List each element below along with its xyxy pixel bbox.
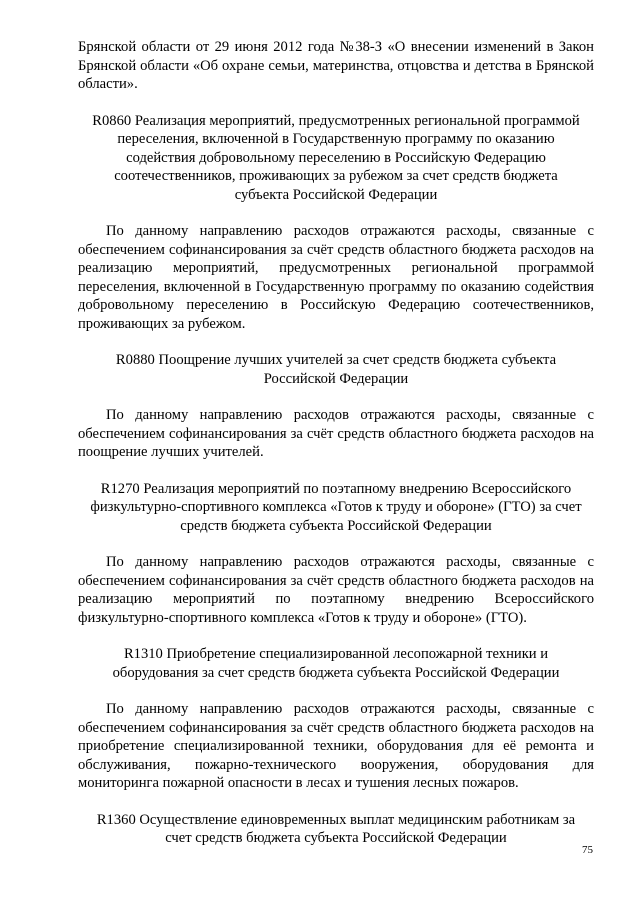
section-body-r0880: По данному направлению расходов отражаются расходы, связанные с обеспечением софинансирования за счёт средств областного бюджета расходов на поощрение лучших учителей. (78, 407, 594, 460)
section-heading-r1310: R1310 Приобретение специализированной лесопожарной техники и оборудования за счет средств бюджета субъекта Российской Федерации (112, 646, 560, 681)
spacer (78, 627, 594, 645)
section-heading-r1270: R1270 Реализация мероприятий по поэтапному внедрению Всероссийского физкультурно-спортивного комплекса «Готов к труду и обороне» (ГТО) за счет средств бюджета субъекта Российской Федерации (90, 480, 582, 534)
section-body-r1310: По данному направлению расходов отражаются расходы, связанные с обеспечением софинансирования за счёт средств областного бюджета расходов на приобретение специализированной техники, оборудования для её ремонта и обслуживания, пожарно-технического вооружения, оборудования для мониторинга пожарной опасности в лесах и тушения лесных пожаров. (78, 701, 594, 791)
spacer (78, 462, 594, 480)
intro-paragraph: Брянской области от 29 июня 2012 года №38-З «О внесении изменений в Закон Брянской области «Об охране семьи, материнства, отцовства и детства в Брянской области». (78, 39, 594, 92)
spacer (78, 204, 594, 222)
section-heading-r0860: R0860 Реализация мероприятий, предусмотренных региональной программой переселения, включенной в Государственную программу по оказанию содействия добровольному переселению в Российскую Федерацию соотечественников, проживающих за рубежом за счет средств бюджета субъекта Российской Федерации (92, 112, 580, 203)
spacer (78, 535, 594, 553)
document-page (78, 38, 594, 848)
spacer (78, 94, 594, 112)
section-heading-r0880: R0880 Поощрение лучших учителей за счет средств бюджета субъекта Российской Федерации (115, 352, 557, 387)
spacer (78, 388, 594, 406)
spacer (78, 682, 594, 700)
section-body-r0860: По данному направлению расходов отражаются расходы, связанные с обеспечением софинансирования за счёт средств областного бюджета расходов на реализацию мероприятий, предусмотренных региональной программой переселения, включенной в Государственную программу по оказанию содействия добровольному переселению в Российскую Федерацию соотечественников, проживающих за рубежом. (78, 223, 594, 332)
spacer (78, 793, 594, 811)
section-heading-r1360: R1360 Осуществление единовременных выплат медицинским работникам за счет средств бюджета субъекта Российской Федерации (96, 811, 576, 846)
page-number: 75 (582, 844, 593, 856)
spacer (78, 333, 594, 351)
section-body-r1270: По данному направлению расходов отражаются расходы, связанные с обеспечением софинансирования за счёт средств областного бюджета расходов на реализацию мероприятий по поэтапному внедрению Всероссийского физкультурно-спортивного комплекса «Готов к труду и обороне» (ГТО). (78, 554, 594, 626)
